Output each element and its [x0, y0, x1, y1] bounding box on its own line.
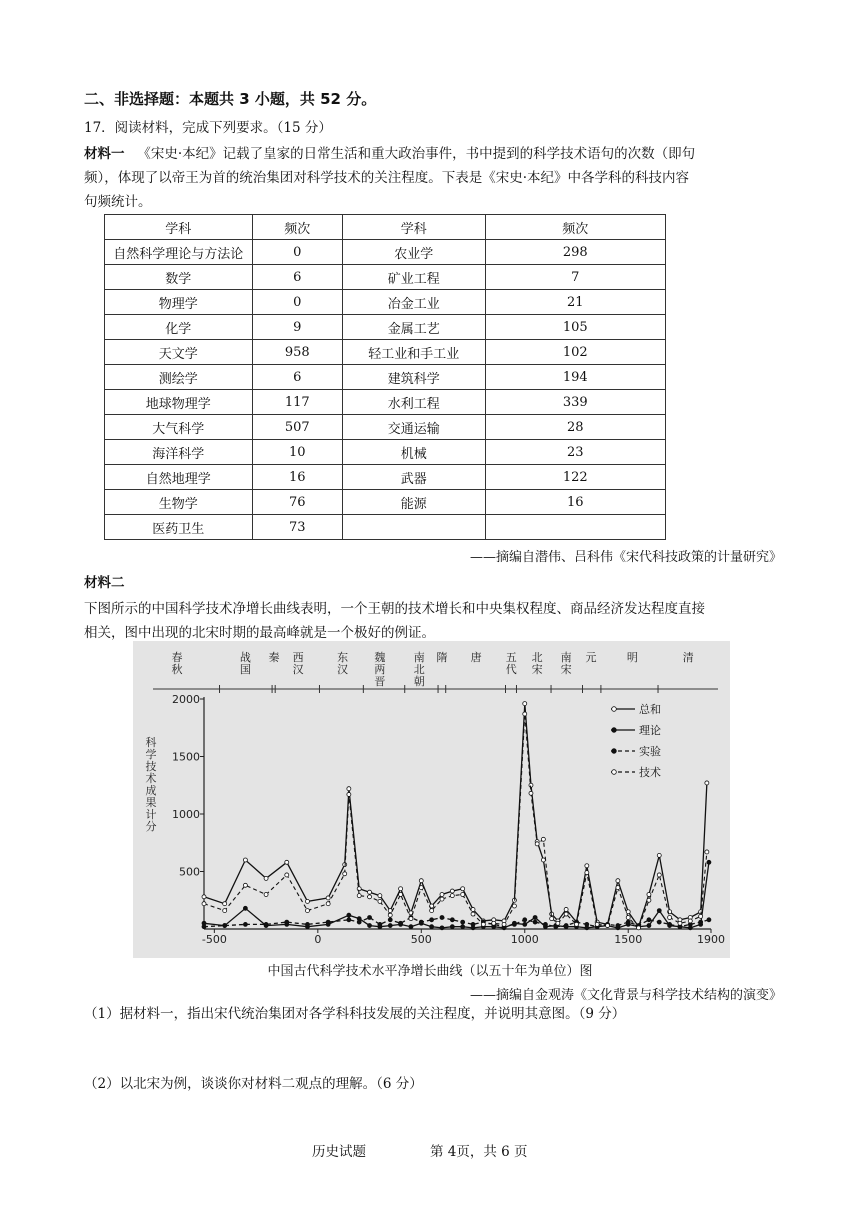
data-point	[305, 909, 309, 913]
data-point	[378, 899, 382, 903]
table-cell: 建筑科学	[342, 365, 485, 390]
dynasty-label: 唐	[470, 651, 482, 664]
data-point	[343, 872, 347, 876]
table-row	[105, 490, 666, 515]
table-cell: 生物学	[105, 490, 253, 515]
data-point	[440, 897, 444, 901]
table-cell: 21	[485, 290, 665, 315]
y-tick-label: 500	[179, 865, 200, 879]
data-point	[595, 922, 599, 926]
table-row	[105, 290, 666, 315]
table-row	[105, 365, 666, 390]
table-row	[105, 515, 666, 540]
material1-line2: 频），体现了以帝王为首的统治集团对科学技术的关注程度。下表是《宋史·本纪》中各学科的科技内容	[84, 170, 690, 186]
data-point	[347, 792, 351, 796]
table-cell: 105	[485, 315, 665, 340]
data-point	[368, 916, 372, 920]
data-point	[388, 924, 392, 928]
data-point	[285, 920, 289, 924]
data-point	[533, 916, 537, 920]
data-point	[564, 912, 568, 916]
data-point	[223, 902, 227, 906]
data-point	[357, 887, 361, 891]
data-point	[450, 894, 454, 898]
data-point	[564, 907, 568, 911]
table-cell: 自然地理学	[105, 465, 253, 490]
data-point	[440, 926, 444, 930]
data-point	[512, 922, 516, 926]
series-line-总和	[204, 704, 707, 927]
data-point	[471, 912, 475, 916]
data-point	[556, 921, 560, 925]
data-point	[243, 922, 247, 926]
data-point	[523, 702, 527, 706]
dynasty-label: 南宋	[560, 651, 572, 676]
table-cell: 大气科学	[105, 415, 253, 440]
data-point	[399, 887, 403, 891]
legend-marker	[612, 749, 617, 754]
data-point	[523, 712, 527, 716]
data-point	[461, 887, 465, 891]
data-point	[430, 925, 434, 929]
data-point	[471, 907, 475, 911]
data-point	[657, 909, 661, 913]
material2-line1: 下图所示的中国科学技术净增长曲线表明，一个王朝的技术增长和中央集权程度、商品经济发达程度直接	[84, 601, 705, 617]
table-cell: 金属工艺	[342, 315, 485, 340]
data-point	[440, 893, 444, 897]
table-row	[105, 465, 666, 490]
data-point	[668, 916, 672, 920]
table-row	[105, 240, 666, 265]
table-cell: 数学	[105, 265, 253, 290]
data-point	[378, 922, 382, 926]
table-row	[105, 265, 666, 290]
dynasty-label: 清	[682, 651, 694, 664]
data-point	[707, 860, 711, 864]
dynasty-label: 元	[585, 651, 597, 664]
dynasty-label: 东汉	[337, 651, 349, 676]
subquestion-2: （2）以北宋为例，谈谈你对材料二观点的理解。（6 分）	[84, 1076, 423, 1092]
x-tick-label: 500	[410, 933, 432, 946]
table-cell: 交通运输	[342, 415, 485, 440]
data-point	[368, 895, 372, 899]
data-point	[419, 920, 423, 924]
data-point	[357, 920, 361, 924]
legend-label: 技术	[639, 766, 661, 779]
data-point	[326, 920, 330, 924]
data-point	[409, 925, 413, 929]
data-point	[529, 791, 533, 795]
data-point	[347, 787, 351, 791]
material1-source: ——摘编自潜伟、吕科伟《宋代科技政策的计量研究》	[469, 550, 782, 565]
table-cell: 73	[252, 515, 342, 540]
data-point	[626, 920, 630, 924]
data-point	[668, 922, 672, 926]
data-point	[326, 902, 330, 906]
table-cell: 地球物理学	[105, 390, 253, 415]
data-point	[678, 921, 682, 925]
data-point	[481, 922, 485, 926]
x-tick-label: 1000	[510, 933, 539, 946]
data-point	[461, 920, 465, 924]
data-point	[585, 922, 589, 926]
data-point	[243, 858, 247, 862]
table-cell: 23	[485, 440, 665, 465]
table-header-cell: 频次	[485, 215, 665, 240]
data-point	[223, 924, 227, 928]
material1-line1	[84, 142, 695, 166]
data-point	[616, 886, 620, 890]
data-point	[243, 906, 247, 910]
data-point	[357, 894, 361, 898]
data-point	[430, 909, 434, 913]
data-point	[512, 904, 516, 908]
table-cell: 958	[252, 340, 342, 365]
data-point	[705, 781, 709, 785]
data-point	[202, 902, 206, 906]
data-point	[399, 893, 403, 897]
data-point	[626, 910, 630, 914]
data-point	[647, 924, 651, 928]
table-cell: 117	[252, 390, 342, 415]
data-point	[471, 922, 475, 926]
data-point	[616, 879, 620, 883]
data-point	[419, 879, 423, 883]
table-row	[105, 315, 666, 340]
data-point	[243, 883, 247, 887]
material2-source: ——摘编自金观涛《文化背景与科学技术结构的演变》	[469, 988, 782, 1003]
dynasty-label: 西汉	[292, 651, 304, 676]
table-body	[105, 240, 666, 540]
data-point	[606, 924, 610, 928]
section-title: 二、非选择题：本题共 3 小题，共 52 分。	[84, 90, 377, 108]
data-point	[305, 922, 309, 926]
table-cell: 0	[252, 290, 342, 315]
legend-marker	[612, 707, 617, 712]
dynasty-label: 春秋	[171, 651, 183, 676]
data-point	[368, 890, 372, 894]
dynasty-label: 五代	[505, 651, 517, 676]
table-cell: 6	[252, 265, 342, 290]
table-cell: 507	[252, 415, 342, 440]
legend-marker	[612, 770, 617, 775]
table-cell: 矿业工程	[342, 265, 485, 290]
table-cell	[342, 515, 485, 540]
dynasty-label: 南北朝	[413, 651, 425, 688]
dynasty-label: 隋	[436, 651, 448, 664]
data-point	[305, 899, 309, 903]
table-cell: 天文学	[105, 340, 253, 365]
data-point	[450, 918, 454, 922]
table-cell: 冶金工业	[342, 290, 485, 315]
table-cell: 医药卫生	[105, 515, 253, 540]
data-point	[541, 837, 545, 841]
y-tick-label: 1500	[172, 750, 200, 764]
series-line-技术	[204, 714, 707, 928]
data-point	[657, 920, 661, 924]
data-point	[541, 858, 545, 862]
table-cell: 海洋科学	[105, 440, 253, 465]
data-point	[264, 893, 268, 897]
growth-chart-svg	[133, 641, 730, 958]
y-tick-label: 1000	[172, 808, 200, 821]
dynasty-label: 秦	[268, 651, 280, 664]
legend-marker	[612, 728, 617, 733]
data-point	[285, 860, 289, 864]
table-cell: 轻工业和手工业	[342, 340, 485, 365]
data-point	[461, 893, 465, 897]
table-cell: 9	[252, 315, 342, 340]
material2-label	[84, 571, 125, 595]
table-cell: 194	[485, 365, 665, 390]
chart-caption: 中国古代科学技术水平净增长曲线（以五十年为单位）图	[267, 964, 593, 979]
data-point	[388, 909, 392, 913]
table-cell: 122	[485, 465, 665, 490]
table-header-cell: 学科	[105, 215, 253, 240]
table-header-row	[105, 215, 666, 240]
data-point	[585, 871, 589, 875]
data-point	[699, 914, 703, 918]
dynasty-label: 明	[626, 651, 638, 664]
data-point	[450, 925, 454, 929]
material2-line2: 相关，图中出现的北宋时期的最高峰就是一个极好的例证。	[84, 625, 435, 641]
material1-line3: 句频统计。	[84, 194, 152, 210]
table-cell: 10	[252, 440, 342, 465]
data-point	[388, 913, 392, 917]
table-cell: 自然科学理论与方法论	[105, 240, 253, 265]
dynasty-label: 北宋	[531, 651, 543, 676]
material1-label: 材料一	[84, 146, 125, 162]
data-point	[430, 918, 434, 922]
question-stem: 17．阅读材料，完成下列要求。（15 分）	[84, 120, 332, 136]
table-cell	[485, 515, 665, 540]
table-cell: 机械	[342, 440, 485, 465]
table-cell: 7	[485, 265, 665, 290]
data-point	[705, 850, 709, 854]
data-point	[285, 873, 289, 877]
data-point	[647, 918, 651, 922]
data-point	[550, 917, 554, 921]
table-header-cell: 频次	[252, 215, 342, 240]
data-point	[688, 919, 692, 923]
data-point	[616, 924, 620, 928]
table-cell: 76	[252, 490, 342, 515]
data-point	[626, 916, 630, 920]
data-point	[419, 886, 423, 890]
data-point	[699, 920, 703, 924]
data-point	[492, 921, 496, 925]
data-point	[523, 922, 527, 926]
data-point	[347, 913, 351, 917]
data-point	[347, 918, 351, 922]
data-point	[264, 876, 268, 880]
data-point	[564, 924, 568, 928]
table-row	[105, 415, 666, 440]
table-cell: 28	[485, 415, 665, 440]
data-point	[399, 921, 403, 925]
data-point	[574, 922, 578, 926]
table-cell: 水利工程	[342, 390, 485, 415]
y-axis-label: 科学技术成果计分	[145, 736, 157, 833]
table-cell: 物理学	[105, 290, 253, 315]
data-point	[223, 909, 227, 913]
data-point	[326, 896, 330, 900]
frequency-table	[104, 214, 666, 540]
data-point	[409, 917, 413, 921]
dynasty-label: 魏两晋	[374, 651, 386, 688]
table-cell: 298	[485, 240, 665, 265]
table-cell: 测绘学	[105, 365, 253, 390]
growth-chart	[133, 641, 730, 958]
x-tick-label: -500	[201, 933, 227, 946]
data-point	[264, 922, 268, 926]
table-cell: 16	[485, 490, 665, 515]
data-point	[535, 842, 539, 846]
data-point	[368, 924, 372, 928]
dynasty-label: 战国	[239, 651, 251, 676]
legend-label: 理论	[639, 724, 661, 737]
footer-subject: 历史试题	[312, 1144, 366, 1160]
footer-page: 第 4页，共 6 页	[430, 1144, 528, 1160]
x-tick-label: 1500	[614, 933, 643, 946]
table-header-cell: 学科	[342, 215, 485, 240]
data-point	[533, 920, 537, 924]
table-cell: 农业学	[342, 240, 485, 265]
data-point	[647, 898, 651, 902]
data-point	[585, 864, 589, 868]
table-cell: 化学	[105, 315, 253, 340]
data-point	[461, 925, 465, 929]
data-point	[707, 918, 711, 922]
data-point	[657, 873, 661, 877]
x-tick-label: 1900	[697, 933, 725, 946]
table-cell: 102	[485, 340, 665, 365]
table-row	[105, 390, 666, 415]
table-row	[105, 440, 666, 465]
data-point	[637, 926, 641, 930]
data-point	[440, 916, 444, 920]
data-point	[388, 918, 392, 922]
y-tick-label: 2000	[172, 693, 200, 706]
legend-label: 总和	[639, 703, 661, 716]
table-row	[105, 340, 666, 365]
data-point	[202, 895, 206, 899]
table-cell: 339	[485, 390, 665, 415]
data-point	[378, 894, 382, 898]
subquestion-1: （1）据材料一，指出宋代统治集团对各学科科技发展的关注程度，并说明其意图。（9 分）	[84, 1006, 626, 1022]
table-cell: 0	[252, 240, 342, 265]
x-tick-label: 0	[314, 933, 322, 946]
table-cell: 16	[252, 465, 342, 490]
data-point	[543, 922, 547, 926]
data-point	[202, 925, 206, 929]
data-point	[450, 889, 454, 893]
legend-label: 实验	[639, 745, 661, 758]
data-point	[502, 922, 506, 926]
material2-label-text: 材料二	[84, 575, 125, 591]
table-cell: 6	[252, 365, 342, 390]
material1-text1: 《宋史·本纪》记载了皇家的日常生活和重大政治事件，书中提到的科学技术语句的次数（即句	[137, 146, 696, 162]
table-cell: 能源	[342, 490, 485, 515]
data-point	[657, 853, 661, 857]
table-cell: 武器	[342, 465, 485, 490]
data-point	[523, 918, 527, 922]
